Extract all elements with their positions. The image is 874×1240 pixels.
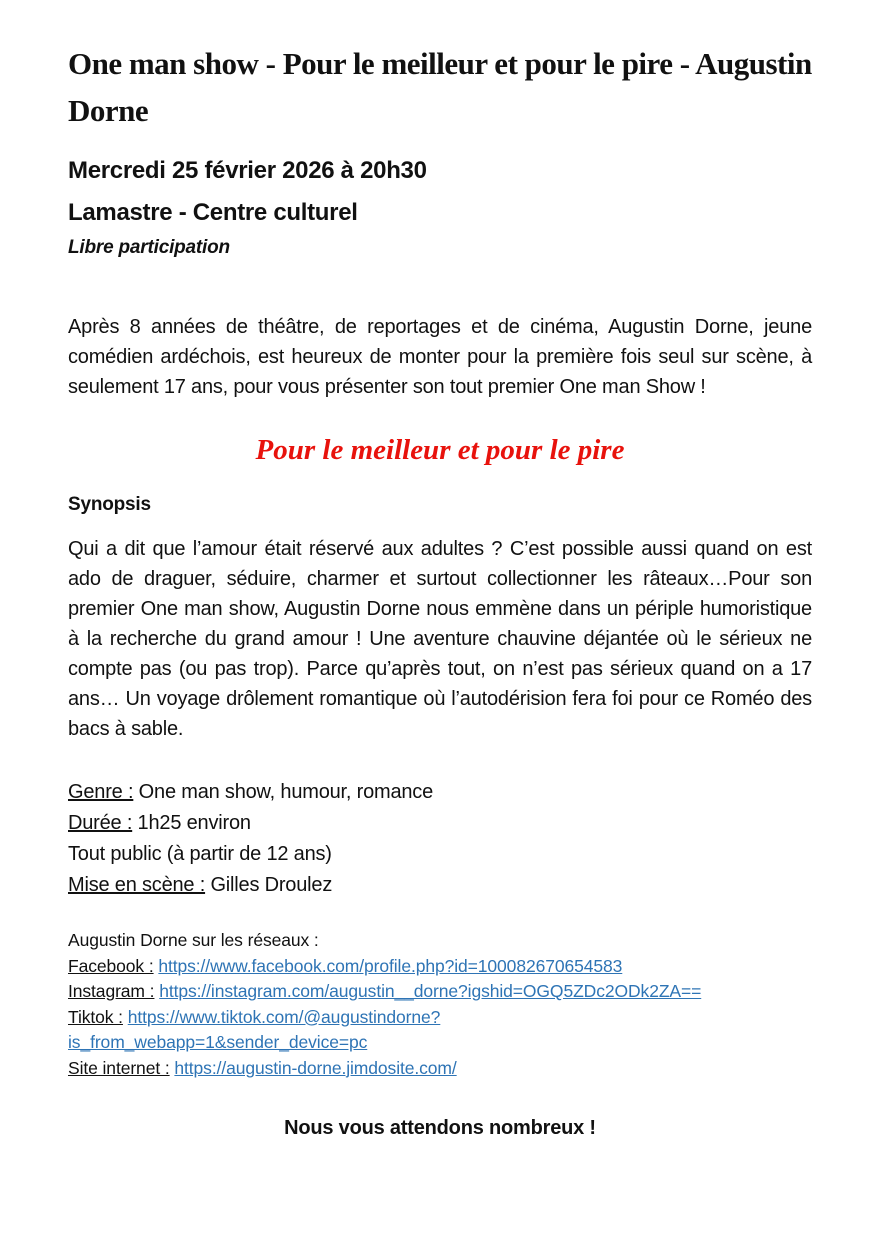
facebook-link[interactable]: https://www.facebook.com/profile.php?id=100082670654583 (158, 955, 623, 976)
social-links-heading: Augustin Dorne sur les réseaux : (68, 930, 319, 950)
detail-genre-value: One man show, humour, romance (138, 781, 434, 803)
closing-line: Nous vous attendons nombreux ! (284, 1117, 596, 1139)
instagram-label: Instagram : (68, 981, 155, 1001)
detail-direction-label: Mise en scène : (68, 874, 206, 896)
detail-audience-value: Tout public (à partir de 12 ans) (68, 843, 332, 865)
tiktok-link[interactable]: https://www.tiktok.com/@augustindorne? is_from_webapp=1&sender_device=pc (68, 1006, 441, 1052)
detail-duration-value: 1h25 environ (137, 812, 251, 834)
event-date: Mercredi 25 février 2026 à 20h30 (68, 157, 427, 184)
event-venue: Lamastre - Centre culturel (68, 199, 358, 226)
detail-direction-value: Gilles Droulez (210, 874, 333, 896)
show-details (68, 777, 812, 901)
intro-paragraph: Après 8 années de théâtre, de reportages et de cinéma, Augustin Dorne, jeune comédien ardéchois, est heureux de monter pour la première fois seul sur scène, à seulement 17 ans, pour vous présenter son tout premier One man Show ! (68, 316, 812, 398)
synopsis-paragraph: Qui a dit que l’amour était réservé aux adultes ? C’est possible aussi quand on est ado de draguer, séduire, charmer et surtout collectionner les râteaux…Pour son premier One man show, Augustin Dorne nous emmène dans un périple humoristique à la recherche du grand amour ! Une aventure chauvine déjantée où le sérieux ne compte pas (ou pas trop). Parce qu’après tout, on n’est pas sérieux quand on a 17 ans… Un voyage drôlement romantique où l’autodérision fera foi pour ce Roméo des bacs à sable. (68, 538, 812, 740)
social-links-section (68, 928, 812, 1081)
show-title: Pour le meilleur et pour le pire (255, 434, 625, 466)
facebook-label: Facebook : (68, 955, 154, 976)
website-link[interactable]: https://augustin-dorne.jimdosite.com/ (174, 1057, 457, 1078)
instagram-link[interactable]: https://instagram.com/augustin__dorne?igshid=OGQ5ZDc2ODk2ZA== (159, 981, 702, 1001)
detail-direction (68, 870, 812, 901)
detail-genre (68, 777, 812, 808)
tiktok-row (68, 1005, 812, 1056)
admission-note: Libre participation (68, 237, 230, 258)
synopsis-heading: Synopsis (68, 494, 151, 515)
instagram-row (68, 979, 812, 1005)
detail-duration-label: Durée : (68, 812, 133, 834)
detail-genre-label: Genre : (68, 781, 134, 803)
document-title: One man show - Pour le meilleur et pour le pire - Augustin Dorne (68, 46, 812, 128)
website-row (68, 1056, 812, 1082)
facebook-row (68, 954, 812, 980)
website-label: Site internet : (68, 1057, 170, 1078)
tiktok-label: Tiktok : (68, 1006, 123, 1027)
detail-duration (68, 808, 812, 839)
detail-audience (68, 839, 812, 870)
